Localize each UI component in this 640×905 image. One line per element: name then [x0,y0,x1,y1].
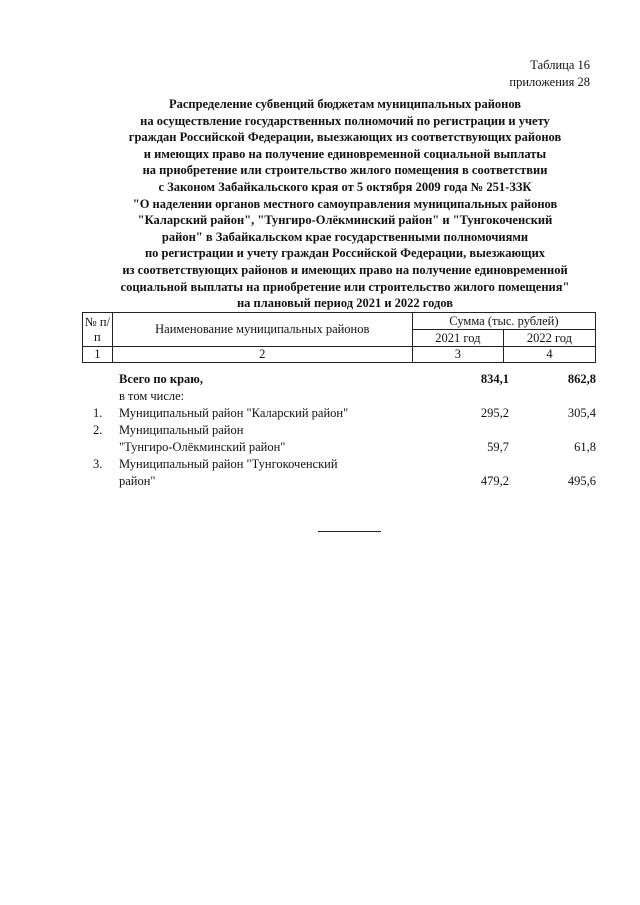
document-title [80,96,610,312]
row-number: 2. [93,423,103,437]
row-name-line: Муниципальный район "Тунгокоченский [119,457,338,471]
including-row [82,388,596,405]
row-value-2021: 479,2 [480,474,509,488]
row-number: 1. [93,406,103,420]
row-value-2022: 305,4 [567,406,596,420]
row-value-2021: 59,7 [487,440,509,454]
row-name [119,456,399,490]
header-year-2022: 2022 год [503,330,595,347]
total-2022: 862,8 [567,372,596,386]
table-row [82,422,596,456]
index-cell: 1 [83,347,113,363]
row-name [119,422,399,456]
header-num-label: № п/п [84,314,110,344]
title-line: Распределение субвенций бюджетам муниципальных районов [168,97,522,111]
row-name-line: "Тунгиро-Олёкминский район" [119,440,286,454]
total-row [82,371,596,388]
title-line: на осуществление государственных полномочий по регистрации и учету [140,113,550,128]
title-line: на приобретение или строительство жилого помещения в соответствии [142,163,548,178]
title-line: "О наделении органов местного самоуправления муниципальных районов [132,196,558,211]
table-row [82,456,596,490]
title-line: из соответствующих районов и имеющих право на получение единовременной [122,262,568,277]
total-2021: 834,1 [480,372,509,386]
index-cell: 3 [412,347,503,363]
end-divider [318,531,381,532]
title-line: граждан Российской Федерации, выезжающих из соответствующих районов [128,130,562,145]
title-line: с Законом Забайкальского края от 5 октября 2009 года № 251-ЗЗК [158,179,532,194]
table-body [82,371,596,490]
table-row [82,405,596,422]
title-line: и имеющих право на получение единовременной социальной выплаты [143,146,547,161]
row-value-2021: 295,2 [480,406,509,420]
appendix-number: приложения 28 [509,75,590,89]
row-number: 3. [93,457,103,471]
table-header [82,312,596,363]
row-name-line: район" [119,474,156,488]
title-line: по регистрации и учету граждан Российской Федерации, выезжающих [144,246,546,261]
title-line: район" в Забайкальском крае государственными полномочиями [161,229,529,244]
row-value-2022: 495,6 [567,474,596,488]
header-name: Наименование муниципальных районов [112,313,412,347]
header-year-2021: 2021 год [412,330,503,347]
index-cell: 4 [503,347,595,363]
row-name: Муниципальный район "Каларский район" [119,406,349,420]
title-line: на плановый период 2021 и 2022 годов [236,296,454,311]
total-label: Всего по краю, [119,372,203,386]
title-line: "Каларский район", "Тунгиро-Олёкминский район" и "Тунгокоченский [137,213,553,228]
header-sum: Сумма (тыс. рублей) [412,313,595,330]
including-label: в том числе: [119,389,185,403]
appendix-reference [509,57,590,91]
row-value-2022: 61,8 [574,440,596,454]
header-num [83,313,113,347]
row-name-line: Муниципальный район [119,423,244,437]
title-line: социальной выплаты на приобретение или строительство жилого помещения" [120,279,570,294]
index-cell: 2 [112,347,412,363]
table-number: Таблица 16 [530,58,590,72]
